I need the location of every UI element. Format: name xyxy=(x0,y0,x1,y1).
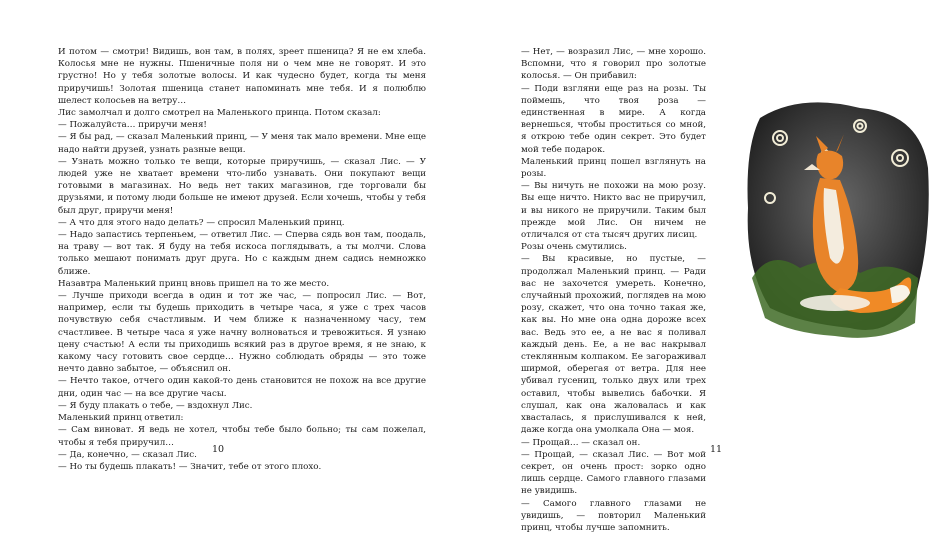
paragraph: — Но ты будешь плакать! — Значит, тебе от этого плохо. xyxy=(58,461,322,472)
paragraph: — Вы красивые, но пустые, — продолжал Маленький принц. — Ради вас не захочется умереть. Конечно, случайный прохожий, поглядев на мою розу, скажет, что она точно такая же, как вы. Но мне она одна дороже всех вас. Ведь это ее, а не вас я поливал каждый день. Ее, а не вас накрывал стеклянным колпаком. Ее загораживал ширмой, оберегая от ветра. Для нее убивал гусениц, только двух или трех оставил, чтобы вывелись бабочки. Я слушал, как она жаловалась и как хвасталась, я прислушивался к ней, даже когда она умолкала Она — моя. xyxy=(521,254,706,436)
page-number: 11 xyxy=(710,444,723,455)
paragraph: — Нечто такое, отчего один какой-то день становится не похож на все другие дни, один час — на все другие часы. xyxy=(58,376,426,399)
paragraph: — Узнать можно только те вещи, которые приручишь, — сказал Лис. — У людей уже не хватает времени что-либо узнавать. Они покупают вещи готовыми в магазинах. Но ведь нет таких магазинов, где торговали бы друзьями, и потому люди больше не имеют друзей. Если хочешь, чтобы у тебя был друг, приручи меня! xyxy=(58,156,426,216)
paragraph: Маленький принц пошел взглянуть на розы. xyxy=(521,156,706,180)
paragraph: — Я бы рад, — сказал Маленький принц, — У меня так мало времени. Мне еще надо найти друзей, узнать разные вещи. xyxy=(58,132,426,155)
paragraph: Лис замолчал и долго смотрел на Маленького принца. Потом сказал: xyxy=(58,108,381,119)
paragraph: Маленький принц ответил: xyxy=(58,413,184,424)
right-page xyxy=(470,0,935,533)
left-page xyxy=(0,0,470,493)
paragraph: — Нет, — возразил Лис, — мне хорошо. Вспомни, что я говорил про золотые колосья. — Он прибавил: xyxy=(521,47,706,82)
right-page-text xyxy=(521,46,706,534)
paragraph: — Пожалуйста… приручи меня! xyxy=(58,120,207,131)
paragraph: — Да, конечно, — сказал Лис. xyxy=(58,449,197,460)
paragraph: Назавтра Маленький принц вновь пришел на то же место. xyxy=(58,278,330,289)
paragraph: — Вы ничуть не похожи на мою розу. Вы еще ничто. Никто вас не приручил, и вы никого не приручили. Таким был прежде мой Лис. Он ничем не отличался от ста тысяч других лисиц. xyxy=(521,181,706,241)
paragraph: — Самого главного глазами не увидишь, — повторил Маленький принц, чтобы лучше запомнить. xyxy=(521,498,706,533)
page-number: 10 xyxy=(212,444,225,455)
paragraph: — Лучше приходи всегда в один и тот же час, — попросил Лис. — Вот, например, если ты будешь приходить в четыре часа, я уже с трех часов почувствую себя счастливым. И чем ближе к назначенному часу, тем счастливее. В четыре часа я уже начну волноваться и тревожиться. Я узнаю цену счастью! А если ты приходишь всякий раз в другое время, я не знаю, к какому часу готовить свое сердце… Нужно соблюдать обряды — это тоже нечто давно забытое, — объяснил он. xyxy=(58,291,426,375)
paragraph: — Я буду плакать о тебе, — вздохнул Лис. xyxy=(58,400,253,411)
paragraph: Розы очень смутились. xyxy=(521,242,627,253)
paragraph: — Надо запастись терпеньем, — ответил Лис. — Сперва сядь вон там, поодаль, на траву — вот так. Я буду на тебя искоса поглядывать, а ты молчи. Слова только мешают понимать друг друга. Но с каждым днем садись немножко ближе. xyxy=(58,230,426,277)
left-page-text xyxy=(58,46,426,473)
paragraph: — Прощай, — сказал Лис. — Вот мой секрет, он очень прост: зорко одно лишь сердце. Самого главного глазами не увидишь. xyxy=(521,449,706,497)
paragraph: — А что для этого надо делать? — спросил Маленький принц. xyxy=(58,217,345,228)
paragraph: — Поди взгляни еще раз на розы. Ты поймешь, что твоя роза — единственная в мире. А когда вернешься, чтобы проститься со мной, я открою тебе один секрет. Это будет мой тебе подарок. xyxy=(521,83,706,155)
paragraph: — Сам виноват. Я ведь не хотел, чтобы тебе было больно; ты сам пожелал, чтобы я тебя приручил… xyxy=(58,425,426,448)
paragraph: — Прощай… — сказал он. xyxy=(521,437,641,448)
paragraph: И потом — смотри! Видишь, вон там, в полях, зреет пшеница? Я не ем хлеба. Колосья мне не нужны. Пшеничные поля ни о чем мне не говорят. И это грустно! Но у тебя золотые волосы. И как чудесно будет, когда ты меня приручишь! Золотая пшеница станет напоминать мне тебя. И я полюблю шелест колосьев на ветру… xyxy=(58,47,426,106)
fox-illustration xyxy=(740,98,930,358)
